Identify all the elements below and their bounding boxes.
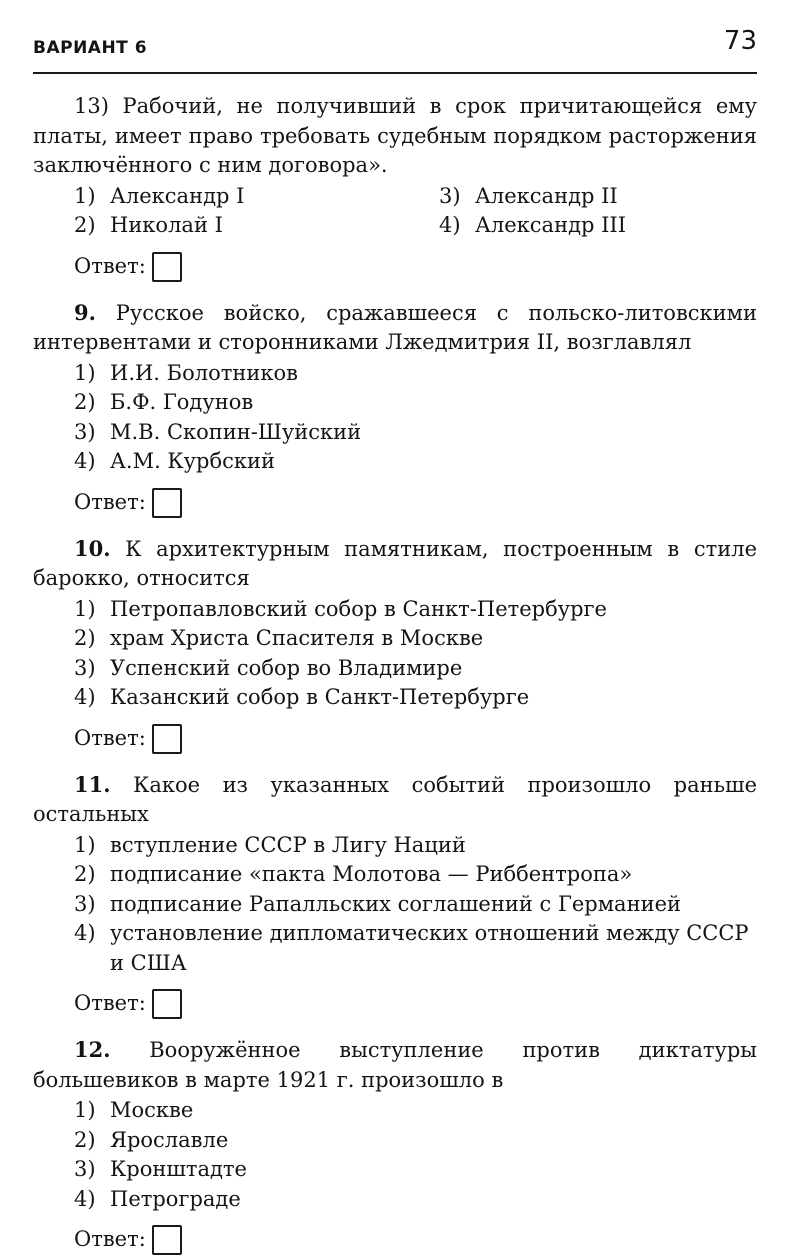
question-12-options — [74, 1096, 757, 1214]
question-8-options — [74, 182, 757, 241]
question-10 — [33, 534, 757, 755]
option-2[interactable]: 2) Ярославле — [74, 1127, 229, 1152]
option-4[interactable]: 4) Казанский собор в Санкт-Петербурге — [74, 685, 530, 709]
question-10-options — [74, 595, 757, 713]
question-number: 11. — [74, 771, 111, 797]
variant-title: ВАРИАНТ 6 — [33, 38, 148, 58]
answer-label: Ответ: — [74, 991, 146, 1016]
question-8-continuation — [33, 92, 757, 283]
answer-box[interactable] — [152, 1225, 182, 1255]
answer-row — [74, 723, 757, 755]
answer-box[interactable] — [152, 252, 182, 282]
option-1[interactable]: 1) Петропавловский собор в Санкт-Петербурге — [74, 596, 607, 621]
option-3[interactable]: 3) Александр II — [439, 183, 618, 208]
option-3[interactable]: 3) Кронштадте — [74, 1157, 247, 1181]
answer-row — [74, 1224, 757, 1256]
option-2[interactable]: 2) Б.Ф. Годунов — [74, 390, 254, 414]
question-10-text: 10. К архитектурным памятникам, построенным в стиле барокко, относится — [33, 535, 758, 590]
question-8-text: 13) Рабочий, не получивший в срок причитающейся ему платы, имеет право требовать судебным порядком расторжения заключённого с ним договора». — [33, 94, 757, 177]
question-9-options — [74, 359, 757, 477]
question-9-text: 9. Русское войско, сражавшееся с польско-литовскими интервентами и сторонниками Лжедмитрия II, возглавлял — [33, 299, 757, 354]
question-11-options — [74, 831, 757, 979]
answer-box[interactable] — [152, 724, 182, 754]
page-number: 73 — [723, 26, 757, 56]
option-3[interactable]: 3) М.В. Скопин-Шуйский — [74, 419, 362, 444]
answer-row — [74, 251, 757, 283]
question-12-text: 12. Вооружённое выступление против диктатуры большевиков в марте 1921 г. произошло в — [33, 1037, 757, 1092]
page-header — [33, 22, 757, 74]
answer-label: Ответ: — [74, 1227, 146, 1252]
answer-box[interactable] — [152, 488, 182, 518]
option-4[interactable]: 4) А.М. Курбский — [74, 449, 276, 473]
option-4[interactable]: 4) установление дипломатических отношений между СССР и США — [74, 921, 749, 975]
answer-label: Ответ: — [74, 489, 146, 514]
option-2[interactable]: 2) храм Христа Спасителя в Москве — [74, 626, 484, 650]
option-1[interactable]: 1) Александр I — [74, 183, 245, 208]
option-1[interactable]: 1) Москве — [74, 1098, 194, 1122]
answer-box[interactable] — [152, 989, 182, 1019]
question-12 — [33, 1035, 757, 1256]
answer-row — [74, 988, 757, 1020]
option-3[interactable]: 3) Успенский собор во Владимире — [74, 655, 463, 680]
option-3[interactable]: 3) подписание Рапалльских соглашений с Германией — [74, 891, 681, 916]
option-4[interactable]: 4) Петрограде — [74, 1186, 241, 1211]
question-9 — [33, 298, 757, 519]
question-11 — [33, 770, 757, 1021]
answer-label: Ответ: — [74, 725, 146, 750]
option-2[interactable]: 2) подписание «пакта Молотова — Риббентропа» — [74, 862, 633, 886]
question-11-text: 11. Какое из указанных событий произошло раньше остальных — [33, 771, 758, 826]
question-number: 10. — [74, 535, 111, 561]
answer-label: Ответ: — [74, 253, 146, 278]
question-number: 9. — [74, 299, 96, 325]
answer-row — [74, 487, 757, 519]
option-1[interactable]: 1) вступление СССР в Лигу Наций — [74, 832, 466, 857]
question-number: 12. — [74, 1037, 111, 1062]
page-content — [33, 92, 757, 1256]
option-4[interactable]: 4) Александр III — [439, 213, 627, 237]
option-1[interactable]: 1) И.И. Болотников — [74, 360, 298, 385]
option-2[interactable]: 2) Николай I — [74, 213, 223, 237]
